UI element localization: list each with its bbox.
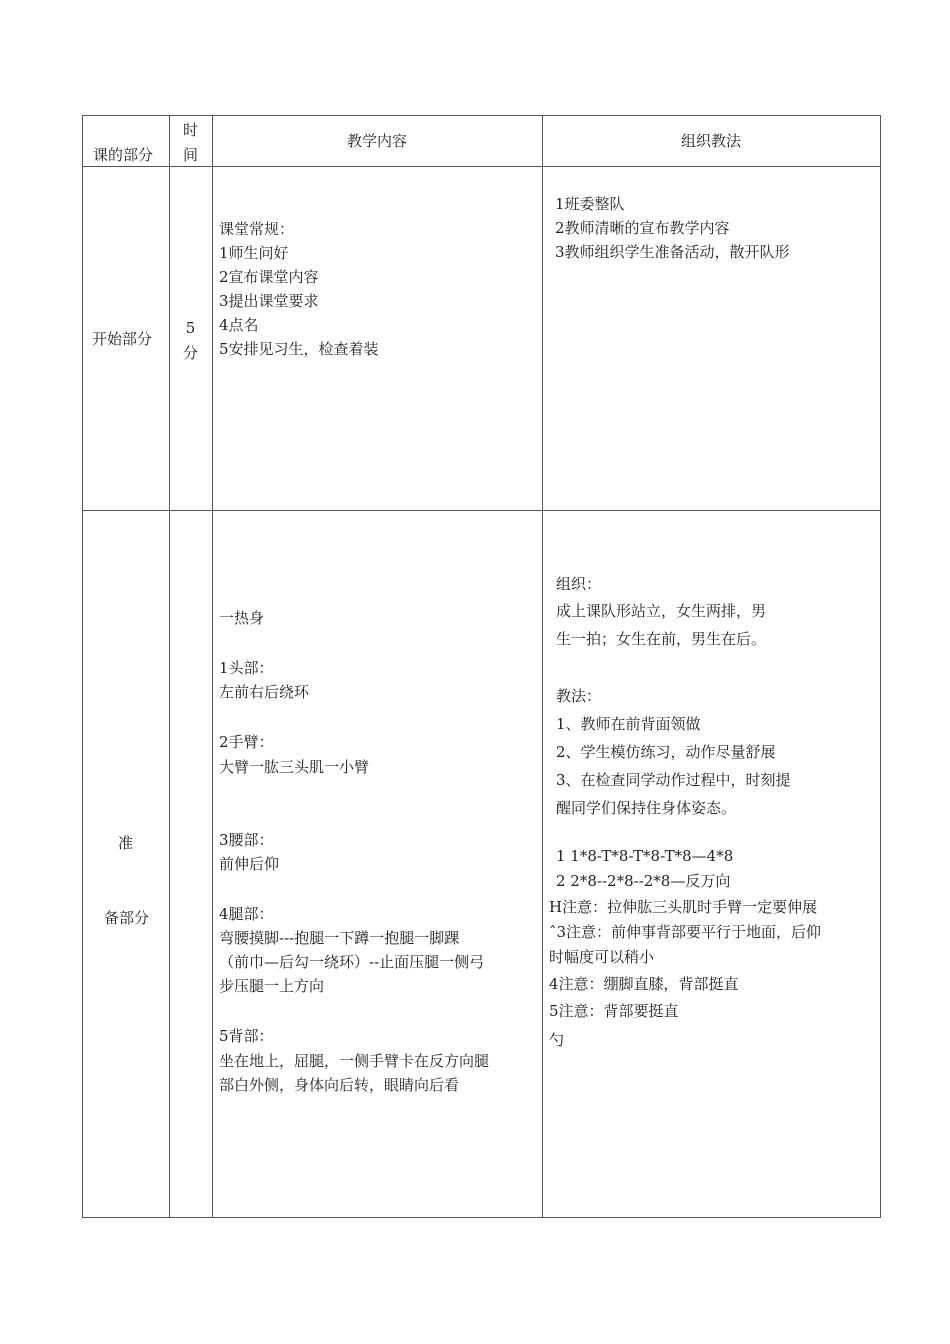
header-part: 课的部分 — [93, 146, 154, 164]
arm-text: 大臂一肱三头肌一小臂 — [219, 758, 370, 776]
header-content: 教学内容 — [346, 132, 407, 150]
head-text: 左前右后绕环 — [219, 683, 310, 701]
note-2b: 时幅度可以稍小 — [549, 948, 655, 966]
teach-label: 教法： — [556, 687, 602, 705]
warmup-title: 一热身 — [219, 609, 265, 627]
teach-3: 3、在检查同学动作过程中，时刻提 — [556, 771, 791, 789]
row1-content-line: 3提出课堂要求 — [219, 292, 319, 310]
row1-method-line: 3教师组织学生准备活动，散开队形 — [555, 243, 790, 261]
rep-2: 2 2*8--2*8--2*8—反万向 — [556, 872, 731, 890]
row1-method — [555, 192, 790, 264]
waist-text: 前伸后仰 — [219, 855, 280, 873]
row1-method-line: 1班委整队 — [555, 195, 625, 213]
note-1: H注意：拉伸肱三头肌时手臂一定要伸展 — [549, 898, 818, 916]
col-divider-2 — [212, 115, 213, 1218]
leg-text-1: 弯腰摸脚---抱腿一下蹲一抱腿一脚踝 — [219, 929, 460, 947]
back-text-2: 部白外侧，身体向后转，眼睛向后看 — [219, 1076, 460, 1094]
row2-part-1: 准 — [118, 834, 134, 852]
row1-content-line: 课堂常规： — [219, 220, 295, 238]
org-text-1: 成上课队形站立，女生两排，男 — [556, 602, 767, 620]
stray-mark: 勺 — [549, 1031, 565, 1049]
table-border-right — [880, 115, 881, 1218]
teach-1: 1、教师在前背面领做 — [556, 715, 701, 733]
leg-label: 4腿部： — [219, 905, 274, 923]
row1-time-1: 5 — [185, 319, 196, 337]
row1-content-line: 2宣布课堂内容 — [219, 268, 319, 286]
table-border-bottom — [82, 1217, 881, 1218]
row1-content — [219, 217, 379, 361]
waist-label: 3腰部： — [219, 831, 274, 849]
back-label: 5背部： — [219, 1027, 274, 1045]
row1-content-line: 5安排见习生，检查着装 — [219, 340, 379, 358]
org-text-2: 生一拍；女生在前，男生在后。 — [556, 630, 767, 648]
row1-time-2: 分 — [182, 344, 198, 362]
row1-content-line: 4点名 — [219, 316, 259, 334]
header-method: 组织教法 — [680, 132, 741, 150]
leg-text-2: （前巾—后勾一绕环）--止面压腿一侧弓 — [219, 953, 485, 971]
row2-part-2: 备部分 — [104, 909, 150, 927]
head-label: 1头部： — [219, 659, 274, 677]
row1-content-line: 1师生问好 — [219, 244, 289, 262]
rep-1: 1 1*8-T*8-T*8-T*8—4*8 — [556, 847, 734, 865]
arm-label: 2手臂： — [219, 733, 274, 751]
org-label: 组织： — [556, 575, 602, 593]
teach-2: 2、学生模仿练习，动作尽量舒展 — [556, 743, 776, 761]
teach-4: 醒同学们保持住身体姿态。 — [556, 799, 737, 817]
row-divider — [82, 510, 881, 511]
header-time-2: 间 — [182, 146, 198, 164]
row1-method-line: 2教师清晰的宣布教学内容 — [555, 219, 730, 237]
back-text-1: 坐在地上，屈腿，一侧手臂卡在反方向腿 — [219, 1052, 490, 1070]
header-time-1: 时 — [182, 121, 198, 139]
note-3: 4注意：绷脚直膝，背部挺直 — [549, 975, 739, 993]
table-border-top — [82, 115, 881, 116]
col-divider-3 — [542, 115, 543, 1218]
table-border-left — [82, 115, 83, 1218]
leg-text-3: 步压腿一上方向 — [219, 977, 325, 995]
note-2a: ˆ3注意：前伸事背部要平行于地面，后仰 — [549, 923, 822, 941]
note-4: 5注意：背部要挺直 — [549, 1002, 679, 1020]
col-divider-1 — [169, 115, 170, 1218]
row1-part: 开始部分 — [92, 330, 153, 348]
